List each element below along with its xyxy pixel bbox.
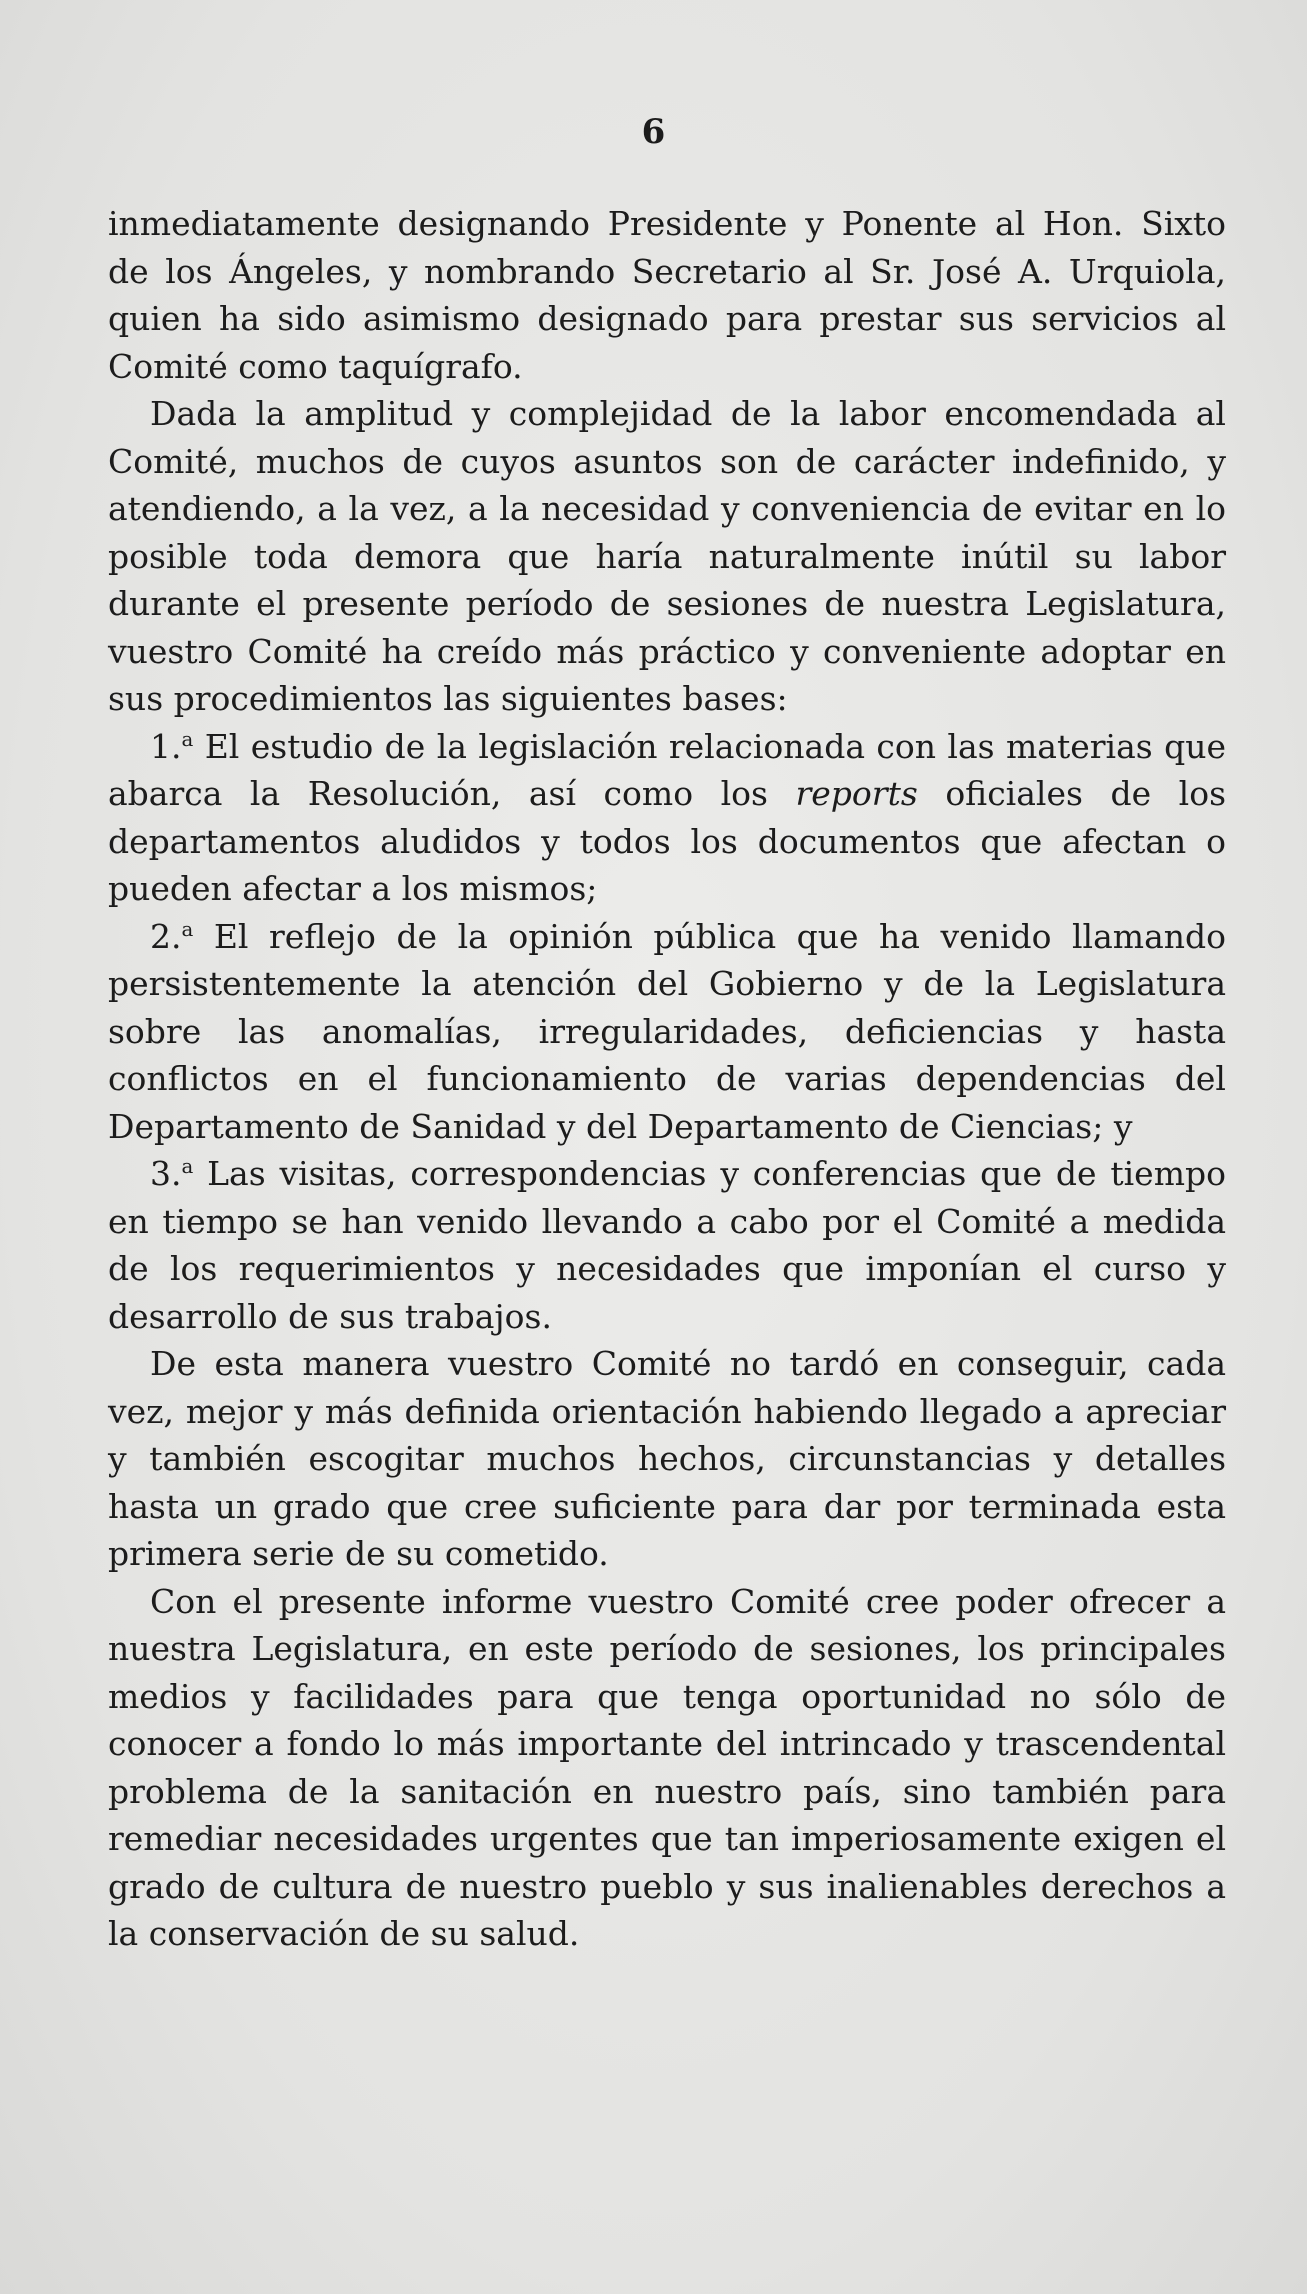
- page-number: 6: [641, 112, 666, 152]
- item-number: 1.: [150, 726, 182, 766]
- ordinal-mark: a: [181, 917, 194, 941]
- ordinal-mark: a: [181, 1155, 194, 1179]
- body-text: [108, 200, 1226, 1958]
- item-text-after: oficiales de los departamentos aludidos y todos los documentos que afectan o pueden afectar a los mismos;: [108, 774, 1226, 908]
- item-text-before: El estudio de la legislación relacionada con las materias que abarca la Resolución, así como los: [108, 726, 1226, 813]
- item-number: 3.: [150, 1154, 182, 1193]
- ordinal-mark: a: [181, 727, 194, 751]
- italic-term: reports: [795, 774, 918, 813]
- item-text: El reflejo de la opinión pública que ha venido llamando persistentemente la atención del Gobierno y de la Legislatura sobre las anomalías, irregularidades, deficiencias y hasta conflictos en el funcionamiento de varias dependencias del Departamento de Sanidad y del Departamento de Ciencias; y: [108, 916, 1226, 1146]
- item-number: 2.: [150, 916, 182, 956]
- list-item-3: [108, 1150, 1226, 1340]
- list-item-1: [108, 723, 1226, 913]
- paragraph-continuation: inmediatamente designando Presidente y Ponente al Hon. Sixto de los Ángeles, y nombrando Secretario al Sr. José A. Urquiola, quien ha sido asimismo designado para prestar sus servicios al Comité como taquígrafo.: [108, 204, 1226, 386]
- paragraph-report-conclusion: Con el presente informe vuestro Comité cree poder ofrecer a nuestra Legislatura, en este período de sesiones, los principales medios y facilidades para que tenga oportunidad no sólo de conocer a fondo lo más importante del intrincado y trascendental problema de la sanitación en nuestro país, sino también para remediar necesidades urgentes que tan imperiosamente exigen el grado de cultura de nuestro pueblo y sus inalienables derechos a la conservación de su salud.: [108, 1581, 1226, 1953]
- paragraph-orientation: De esta manera vuestro Comité no tardó en conseguir, cada vez, mejor y más definida orientación habiendo llegado a apreciar y también escogitar muchos hechos, circunstancias y detalles hasta un grado que cree suficiente para dar por terminada esta primera serie de su cometido.: [108, 1344, 1226, 1573]
- paragraph-bases-intro: Dada la amplitud y complejidad de la labor encomendada al Comité, muchos de cuyos asuntos son de carácter indefinido, y atendiendo, a la vez, a la necesidad y conveniencia de evitar en lo posible toda demora que haría naturalmente inútil su labor durante el presente período de sesiones de nuestra Legislatura, vuestro Comité ha creído más práctico y conveniente adoptar en sus procedimientos las siguientes bases:: [108, 394, 1226, 718]
- item-text: Las visitas, correspondencias y conferencias que de tiempo en tiempo se han venido llevando a cabo por el Comité a medida de los requerimientos y necesidades que imponían el curso y desarrollo de sus trabajos.: [108, 1154, 1226, 1336]
- list-item-2: [108, 913, 1226, 1151]
